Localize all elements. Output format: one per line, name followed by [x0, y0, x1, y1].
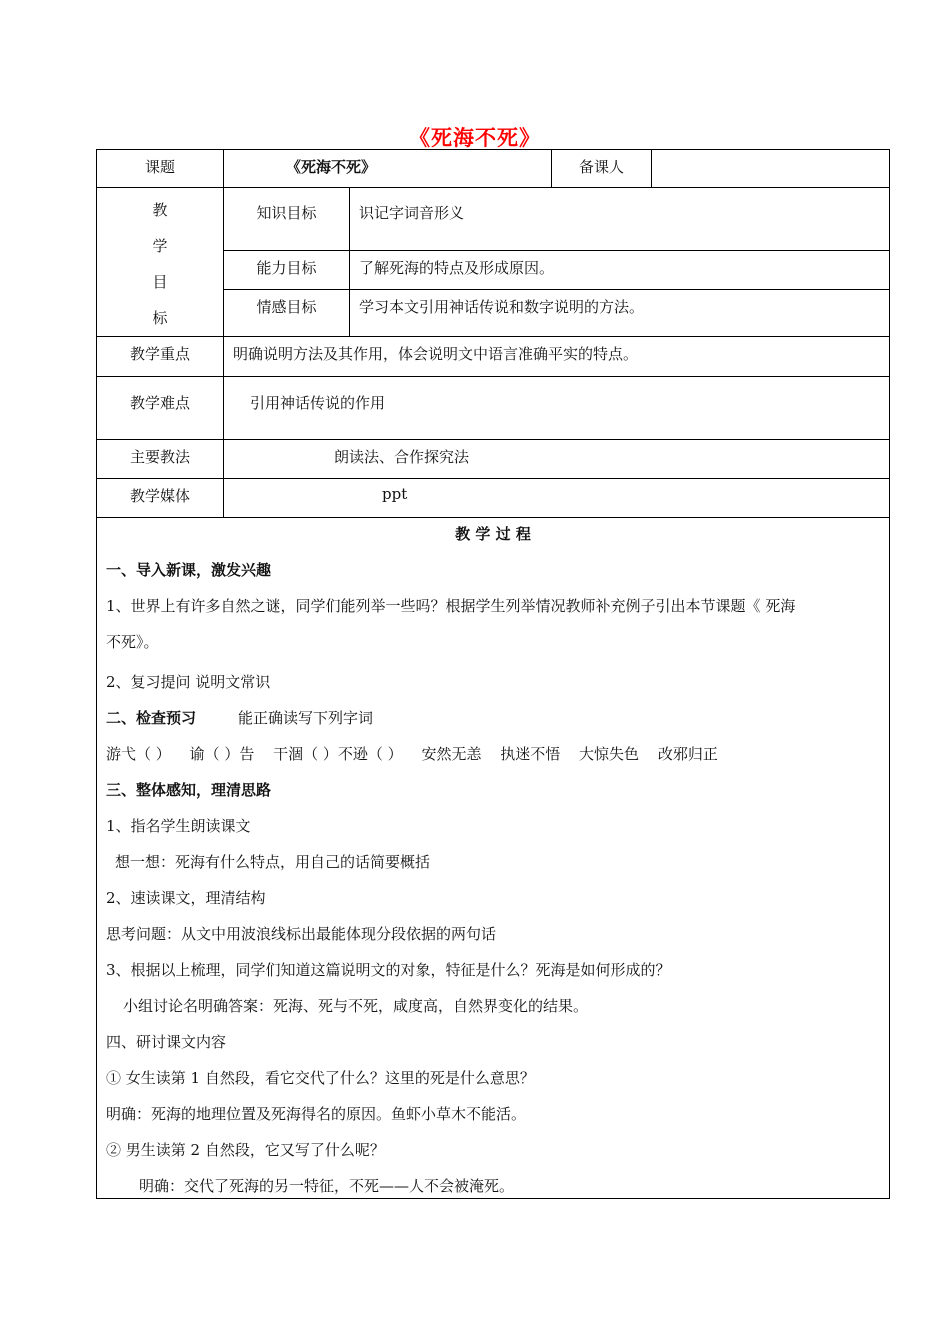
section-2-line [106, 707, 881, 728]
section-heading: 四、研讨课文内容 [106, 1033, 227, 1051]
info-row-key-points [97, 337, 890, 377]
objectives-label [97, 188, 224, 337]
objectives-label-char: 教 [152, 201, 168, 219]
subject-row [97, 150, 890, 188]
subject-value: 《死海不死》 [224, 150, 552, 188]
word-list [106, 743, 881, 764]
info-label: 教学媒体 [97, 479, 224, 518]
paragraph: 2、速读课文，理清结构 [106, 889, 266, 907]
section-task: 能正确读写下列字词 [238, 709, 374, 727]
section-heading: 二、检查预习 [106, 709, 197, 727]
objective-label: 能力目标 [224, 250, 350, 289]
paragraph: 明确：死海的地理位置及死海得名的原因。鱼虾小草木不能活。 [106, 1105, 527, 1123]
info-value: ppt [224, 479, 890, 518]
paragraph: 1、指名学生朗读课文 [106, 817, 251, 835]
word-item: 干涸（ ）不逊（ ） [273, 745, 403, 763]
lesson-plan-table [96, 149, 890, 1199]
word-item: 安然无恙 [421, 745, 482, 763]
paragraph: 小组讨论名明确答案：死海、死与不死，咸度高，自然界变化的结果。 [123, 997, 589, 1015]
objective-value: 学习本文引用神话传说和数字说明的方法。 [350, 289, 890, 336]
paragraph: 想一想：死海有什么特点，用自己的话简要概括 [115, 853, 431, 871]
process-cell [97, 518, 890, 1199]
subject-label: 课题 [97, 150, 224, 188]
paragraph: ② 男生读第 2 自然段，它又写了什么呢？ [106, 1141, 385, 1159]
info-value: 朗读法、合作探究法 [224, 440, 890, 479]
word-item: 谕（ ）告 [189, 745, 255, 763]
info-label: 教学难点 [97, 377, 224, 440]
info-value: 引用神话传说的作用 [224, 377, 890, 440]
paragraph: ① 女生读第 1 自然段，看它交代了什么？这里的死是什么意思？ [106, 1069, 535, 1087]
objectives-label-char: 标 [152, 309, 168, 327]
paragraph: 2、复习提问 说明文常识 [106, 673, 271, 691]
paragraph: 思考问题：从文中用波浪线标出最能体现分段依据的两句话 [106, 925, 497, 943]
info-row-difficulties [97, 377, 890, 440]
preparer-label: 备课人 [552, 150, 652, 188]
word-item: 大惊失色 [579, 745, 640, 763]
process-row [97, 518, 890, 1199]
objectives-label-char: 目 [152, 273, 168, 291]
paragraph: 1、世界上有许多自然之谜，同学们能列举一些吗？根据学生列举情况教师补充例子引出本节课题《 死海 [106, 597, 796, 615]
objective-label: 情感目标 [224, 289, 350, 336]
objectives-label-char: 学 [152, 237, 168, 255]
section-heading: 三、整体感知，理清思路 [106, 781, 272, 799]
info-label: 教学重点 [97, 337, 224, 377]
objective-value: 了解死海的特点及形成原因。 [350, 250, 890, 289]
section-heading: 一、导入新课，激发兴趣 [106, 561, 272, 579]
preparer-value [652, 150, 890, 188]
document-title: 《死海不死》 [409, 125, 541, 150]
objective-row-knowledge [97, 188, 890, 251]
paragraph: 明确：交代了死海的另一特征，不死——人不会被淹死。 [139, 1177, 515, 1195]
word-item: 改邪归正 [657, 745, 718, 763]
info-row-media [97, 479, 890, 518]
info-row-methods [97, 440, 890, 479]
paragraph: 3、根据以上梳理，同学们知道这篇说明文的对象，特征是什么？死海是如何形成的？ [106, 961, 671, 979]
word-item: 执迷不悟 [500, 745, 561, 763]
objective-value: 识记字词音形义 [350, 188, 890, 251]
word-item: 游弋（ ） [106, 745, 171, 763]
info-label: 主要教法 [97, 440, 224, 479]
info-value: 明确说明方法及其作用，体会说明文中语言准确平实的特点。 [224, 337, 890, 377]
process-title: 教 学 过 程 [455, 525, 531, 543]
objective-label: 知识目标 [224, 188, 350, 251]
paragraph: 不死》。 [106, 633, 159, 651]
